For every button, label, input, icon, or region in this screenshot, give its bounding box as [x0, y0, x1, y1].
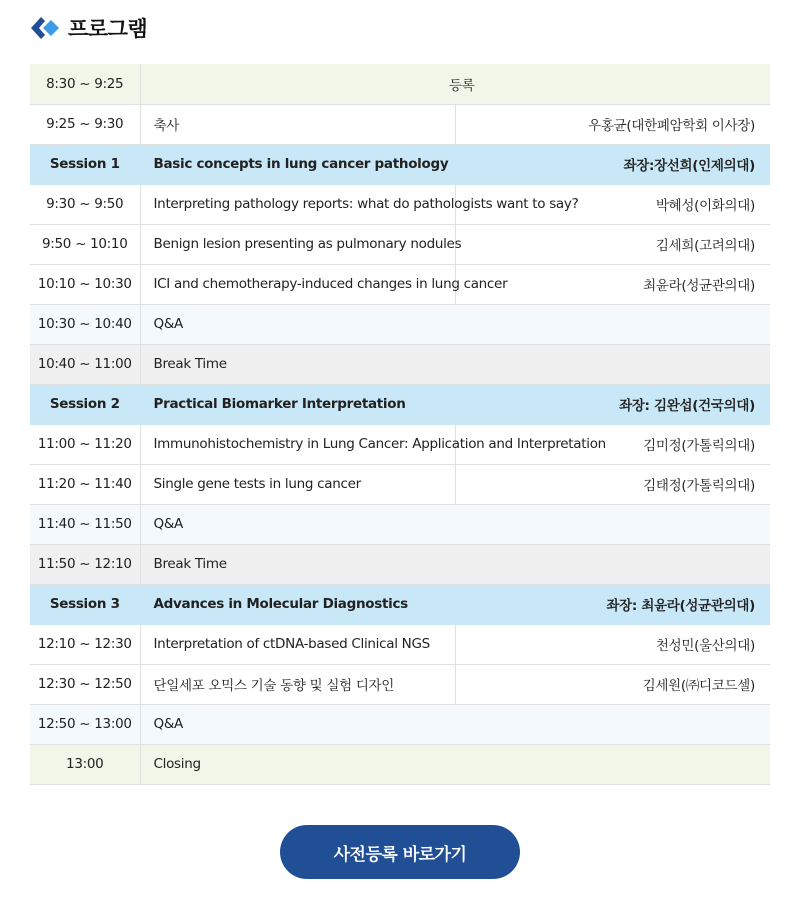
- diamond-logo-icon: [30, 14, 62, 42]
- session-title: Basic concepts in lung cancer pathology: [140, 144, 455, 184]
- session-title: Practical Biomarker Interpretation: [140, 384, 455, 424]
- time-cell: 10:30 ~ 10:40: [30, 304, 140, 344]
- time-cell: 9:50 ~ 10:10: [30, 224, 140, 264]
- table-row: [30, 504, 770, 544]
- table-row: [30, 424, 770, 464]
- table-row: [30, 624, 770, 664]
- section-heading: [30, 14, 147, 42]
- title-cell: Single gene tests in lung cancer: [140, 464, 455, 504]
- time-cell: 11:00 ~ 11:20: [30, 424, 140, 464]
- speaker-cell: 최윤라(성균관의대): [455, 264, 770, 304]
- table-row: [30, 664, 770, 704]
- table-row: [30, 104, 770, 144]
- title-cell: 등록: [140, 64, 770, 104]
- time-cell: 13:00: [30, 744, 140, 784]
- time-cell: 10:10 ~ 10:30: [30, 264, 140, 304]
- session-header-row: [30, 144, 770, 184]
- time-cell: 12:30 ~ 12:50: [30, 664, 140, 704]
- title-cell: Interpreting pathology reports: what do pathologists want to say?: [140, 184, 455, 224]
- time-cell: 9:25 ~ 9:30: [30, 104, 140, 144]
- title-cell: Interpretation of ctDNA-based Clinical NGS: [140, 624, 455, 664]
- session-header-row: [30, 584, 770, 624]
- session-chair: 좌장: 최윤라(성균관의대): [455, 584, 770, 624]
- time-cell: 11:50 ~ 12:10: [30, 544, 140, 584]
- session-chair: 좌장: 김완섭(건국의대): [455, 384, 770, 424]
- title-cell: Closing: [140, 744, 770, 784]
- speaker-cell: 천성민(울산의대): [455, 624, 770, 664]
- time-cell: 10:40 ~ 11:00: [30, 344, 140, 384]
- table-row: [30, 704, 770, 744]
- title-cell: Break Time: [140, 544, 770, 584]
- time-cell: 11:40 ~ 11:50: [30, 504, 140, 544]
- title-cell: 단일세포 오믹스 기술 동향 및 실험 디자인: [140, 664, 455, 704]
- title-cell: ICI and chemotherapy-induced changes in lung cancer: [140, 264, 455, 304]
- table-row: [30, 304, 770, 344]
- title-cell: Benign lesion presenting as pulmonary nodules: [140, 224, 455, 264]
- table-row: [30, 264, 770, 304]
- table-row: [30, 64, 770, 104]
- time-cell: 12:10 ~ 12:30: [30, 624, 140, 664]
- speaker-cell: 김태정(가톨릭의대): [455, 464, 770, 504]
- page-title: 프로그램: [68, 17, 148, 41]
- title-cell: Q&A: [140, 504, 770, 544]
- title-cell: Break Time: [140, 344, 770, 384]
- session-label: Session 2: [30, 384, 140, 424]
- title-cell: Immunohistochemistry in Lung Cancer: Application and Interpretation: [140, 424, 455, 464]
- speaker-cell: 우홍균(대한폐암학회 이사장): [455, 104, 770, 144]
- session-chair: 좌장:장선희(인제의대): [455, 144, 770, 184]
- time-cell: 12:50 ~ 13:00: [30, 704, 140, 744]
- session-label: Session 3: [30, 584, 140, 624]
- table-row: [30, 344, 770, 384]
- session-label: Session 1: [30, 144, 140, 184]
- speaker-cell: 박혜성(이화의대): [455, 184, 770, 224]
- title-cell: Q&A: [140, 304, 770, 344]
- pre-registration-button[interactable]: 사전등록 바로가기: [280, 825, 520, 879]
- program-table-body: [30, 64, 770, 784]
- table-row: [30, 464, 770, 504]
- speaker-cell: 김세희(고려의대): [455, 224, 770, 264]
- table-row: [30, 744, 770, 784]
- table-row: [30, 184, 770, 224]
- title-cell: Q&A: [140, 704, 770, 744]
- title-cell: 축사: [140, 104, 455, 144]
- speaker-cell: 김미정(가톨릭의대): [455, 424, 770, 464]
- time-cell: 11:20 ~ 11:40: [30, 464, 140, 504]
- program-table: [30, 64, 770, 785]
- speaker-cell: 김세원(㈜디코드셀): [455, 664, 770, 704]
- table-row: [30, 224, 770, 264]
- time-cell: 9:30 ~ 9:50: [30, 184, 140, 224]
- time-cell: 8:30 ~ 9:25: [30, 64, 140, 104]
- session-header-row: [30, 384, 770, 424]
- session-title: Advances in Molecular Diagnostics: [140, 584, 455, 624]
- table-row: [30, 544, 770, 584]
